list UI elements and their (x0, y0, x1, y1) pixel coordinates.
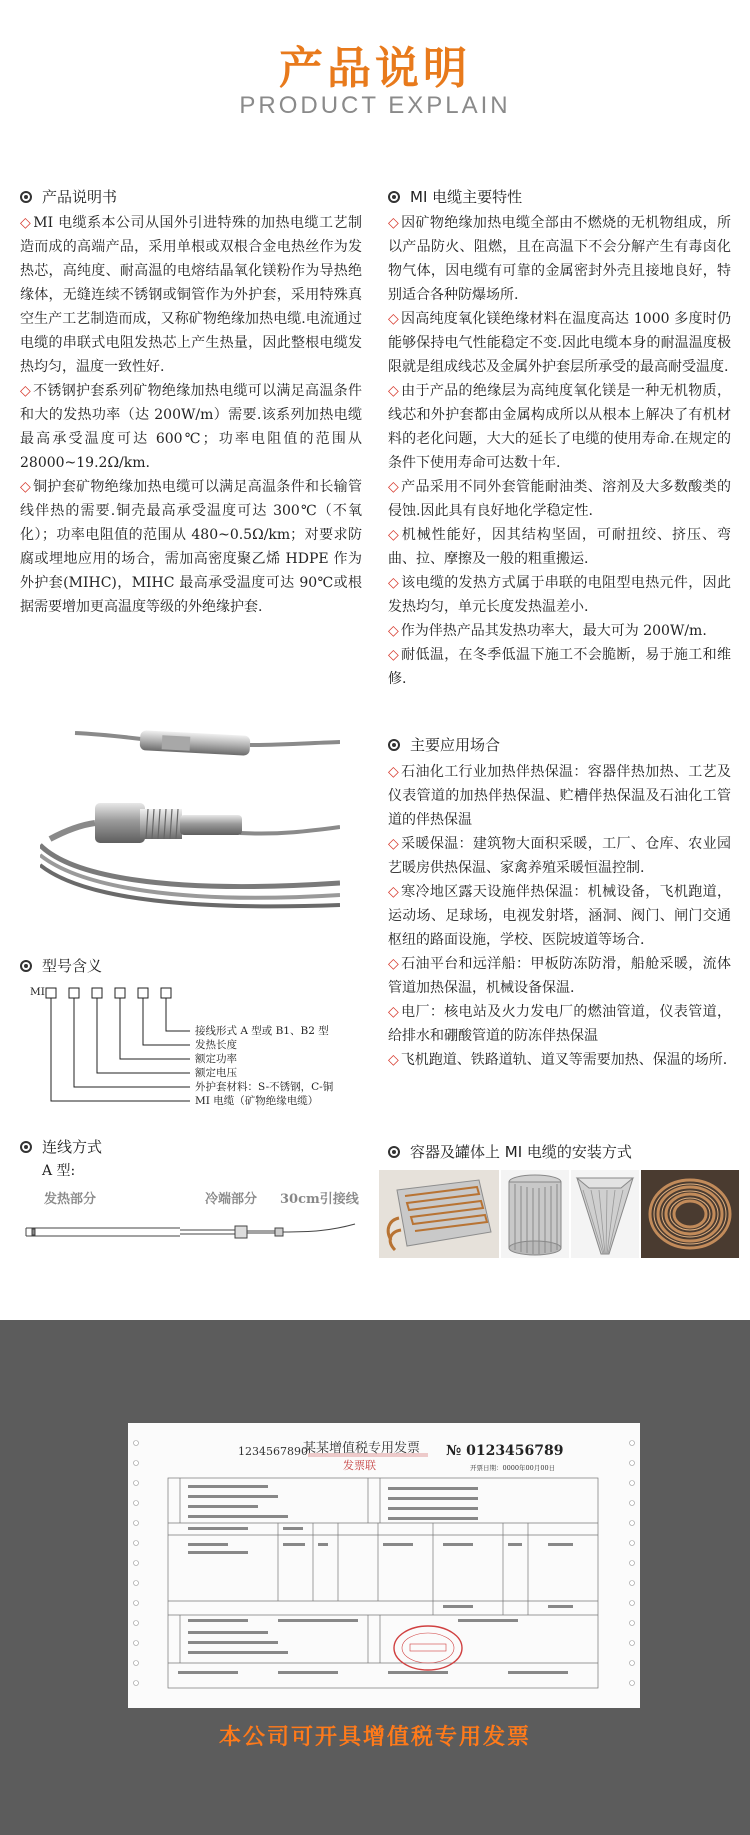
section-features-title (388, 186, 522, 207)
model-line: 发热长度 (195, 1039, 237, 1051)
cable-photo (40, 715, 340, 910)
diamond-icon: ◇ (20, 215, 32, 231)
circle-bullet-icon (388, 1146, 400, 1158)
section-wiring-title (20, 1136, 102, 1157)
application-item: ◇ 寒冷地区露天设施伴热保温：机械设备，飞机跑道，运动场、足球场，电视发射塔，涵洞、阀门、闸门交通枢纽的路面设施，学校、医院坡道等场合. (388, 884, 731, 948)
invoice-subtitle: 发票联 (343, 1459, 376, 1472)
section-wiring-label: 连线方式 (42, 1138, 103, 1156)
install-photos (379, 1170, 739, 1258)
feature-item: ◇ 该电缆的发热方式属于串联的电阻型电热元件，因此发热均匀，单元长度发热温差小. (388, 575, 731, 615)
section-apps-label: 主要应用场合 (410, 736, 501, 754)
feature-item: ◇ 因矿物绝缘加热电缆全部由不燃烧的无机物组成，所以产品防火、阻燃，且在高温下不会分解产生有毒卤化物气体，因电缆有可靠的金属密封外壳且接地良好，特别适合各种防爆场所. (388, 215, 731, 303)
footer-caption: 本公司可开具增值税专用发票 (218, 1725, 531, 1750)
application-item: ◇ 石油平台和远洋船：甲板防冻防滑，船舱采暖，流体管道加热保温，机械设备保温. (388, 956, 731, 996)
install-photo-coils (641, 1170, 739, 1258)
model-line: 额定电压 (195, 1067, 237, 1079)
section-manual-label: 产品说明书 (42, 188, 118, 206)
wiring-diagram (20, 1160, 360, 1260)
diamond-icon: ◇ (388, 764, 400, 780)
manual-paragraph: ◇ MI 电缆系本公司从国外引进特殊的加热电缆工艺制造而成的高端产品，采用单根或双根合金电热丝作为发热芯，高纯度、耐高温的电熔结晶氧化镁粉作为导热绝缘体，无缝连续不锈钢或铜管作为外护套，采用特殊真空生产工艺制造而成，又称矿物绝缘加热电缆.电流通过电缆的串联式电阻发热芯上产生热量，因此整根电缆发热均匀，温度一致性好. (20, 215, 362, 375)
manual-text (20, 211, 362, 619)
diamond-icon: ◇ (388, 836, 400, 852)
model-line: 接线形式 A 型或 B1、B2 型 (195, 1025, 329, 1037)
section-install-label: 容器及罐体上 MI 电缆的安装方式 (410, 1143, 632, 1161)
invoice-title: 某某增值税专用发票 (303, 1441, 421, 1456)
application-item: ◇ 飞机跑道、铁路道轨、道叉等需要加热、保温的场所. (388, 1052, 728, 1068)
diamond-icon: ◇ (388, 383, 400, 399)
model-prefix: MI (30, 986, 45, 998)
circle-bullet-icon (388, 739, 400, 751)
page-subtitle: PRODUCT EXPLAIN (239, 92, 511, 119)
model-line: 外护套材料：S-不锈钢，C-铜 (195, 1081, 334, 1093)
section-install-title (388, 1141, 632, 1162)
invoice-number: № 0123456789 (446, 1443, 564, 1459)
diamond-icon: ◇ (388, 1004, 400, 1020)
circle-bullet-icon (20, 191, 32, 203)
section-manual-title (20, 186, 117, 207)
install-photo-plate (379, 1170, 499, 1258)
section-model-title (20, 955, 102, 976)
feature-item: ◇ 机械性能好，因其结构坚固，可耐扭绞、挤压、弯曲、拉、摩擦及一般的粗重搬运. (388, 527, 731, 567)
diamond-icon: ◇ (388, 527, 400, 543)
diamond-icon: ◇ (388, 1052, 399, 1068)
wiring-cable-drawing (20, 1218, 360, 1258)
feature-item: ◇ 因高纯度氧化镁绝缘材料在温度高达 1000 多度时仍能够保持电气性能稳定不变.因此电缆本身的耐温温度极限就是组成线芯及金属外护套层所承受的最高耐受温度. (388, 311, 731, 375)
application-item: ◇ 电厂：核电站及火力发电厂的燃油管道，仪表管道，给排水和硼酸管道的防冻伴热保温 (388, 1004, 731, 1044)
diamond-icon: ◇ (388, 647, 400, 663)
circle-bullet-icon (20, 1141, 32, 1153)
invoice-date: 开票日期：0000年00月00日 (470, 1464, 556, 1472)
feature-item: ◇ 由于产品的绝缘层为高纯度氧化镁是一种无机物质，线芯和外护套都由金属构成所以从根本上解决了有机材料的老化问题，大大的延长了电缆的使用寿命.在规定的条件下使用寿命可达数十年. (388, 383, 731, 471)
application-item: ◇ 采暖保温：建筑物大面积采暖，工厂、仓库、农业园艺暖房供热保温、家禽养殖采暖恒温控制. (388, 836, 731, 876)
invoice-form-lines (128, 1423, 640, 1708)
section-model-label: 型号含义 (42, 957, 103, 975)
circle-bullet-icon (20, 960, 32, 972)
feature-item: ◇ 作为伴热产品其发热功率大，最大可为 200W/m. (388, 623, 707, 639)
invoice-code: 1234567890 (238, 1445, 308, 1458)
model-line: 额定功率 (195, 1053, 237, 1065)
manual-paragraph: ◇ 铜护套矿物绝缘加热电缆可以满足高温条件和长输管线伴热的需要.铜壳最高承受温度可达 300℃（不氧化）；功率电阻值的范围从 480~0.5Ω/km；对要求防腐或埋地应用的场合，需加高密度聚乙烯 HDPE 作为外护套(MIHC)，MIHC 最高承受温度可达 90℃或根据需要增加更高温度等级的外绝缘护套. (20, 479, 362, 615)
model-line: MI 电缆（矿物绝缘电缆） (195, 1095, 319, 1107)
diamond-icon: ◇ (388, 884, 400, 900)
wiring-label-lead: 30cm引接线 (280, 1192, 359, 1207)
features-text (388, 211, 731, 691)
model-code-diagram (30, 985, 360, 1120)
diamond-icon: ◇ (20, 383, 32, 399)
diamond-icon: ◇ (388, 575, 400, 591)
section-apps-title (388, 734, 500, 755)
feature-item: ◇ 产品采用不同外套管能耐油类、溶剂及大多数酸类的侵蚀.因此具有良好地化学稳定性. (388, 479, 731, 519)
wiring-type-label: A 型: (42, 1163, 76, 1179)
diamond-icon: ◇ (20, 479, 32, 495)
install-photo-cone (571, 1170, 639, 1258)
diamond-icon: ◇ (388, 623, 399, 639)
install-photo-cylinder (501, 1170, 569, 1258)
wiring-label-heating: 发热部分 (44, 1192, 97, 1207)
wiring-label-cold: 冷端部分 (205, 1192, 258, 1207)
diamond-icon: ◇ (388, 215, 400, 231)
invoice-sample (128, 1423, 640, 1708)
application-item: ◇ 石油化工行业加热伴热保温：容器伴热加热、工艺及仪表管道的加热伴热保温、贮槽伴热保温及石油化工管道的伴热保温 (388, 764, 731, 828)
feature-item: ◇ 耐低温，在冬季低温下施工不会脆断，易于施工和维修. (388, 647, 731, 687)
circle-bullet-icon (388, 191, 400, 203)
section-features-label: MI 电缆主要特性 (410, 188, 523, 206)
diamond-icon: ◇ (388, 311, 400, 327)
page-title: 产品说明 (279, 43, 471, 94)
diamond-icon: ◇ (388, 479, 400, 495)
manual-paragraph: ◇ 不锈钢护套系列矿物绝缘加热电缆可以满足高温条件和大的发热功率（达 200W/m）需要.该系列加热电缆最高承受温度可达 600℃；功率电阻值的范围从 28000~19.2Ω/km. (20, 383, 362, 471)
applications-text (388, 760, 731, 1072)
diamond-icon: ◇ (388, 956, 400, 972)
